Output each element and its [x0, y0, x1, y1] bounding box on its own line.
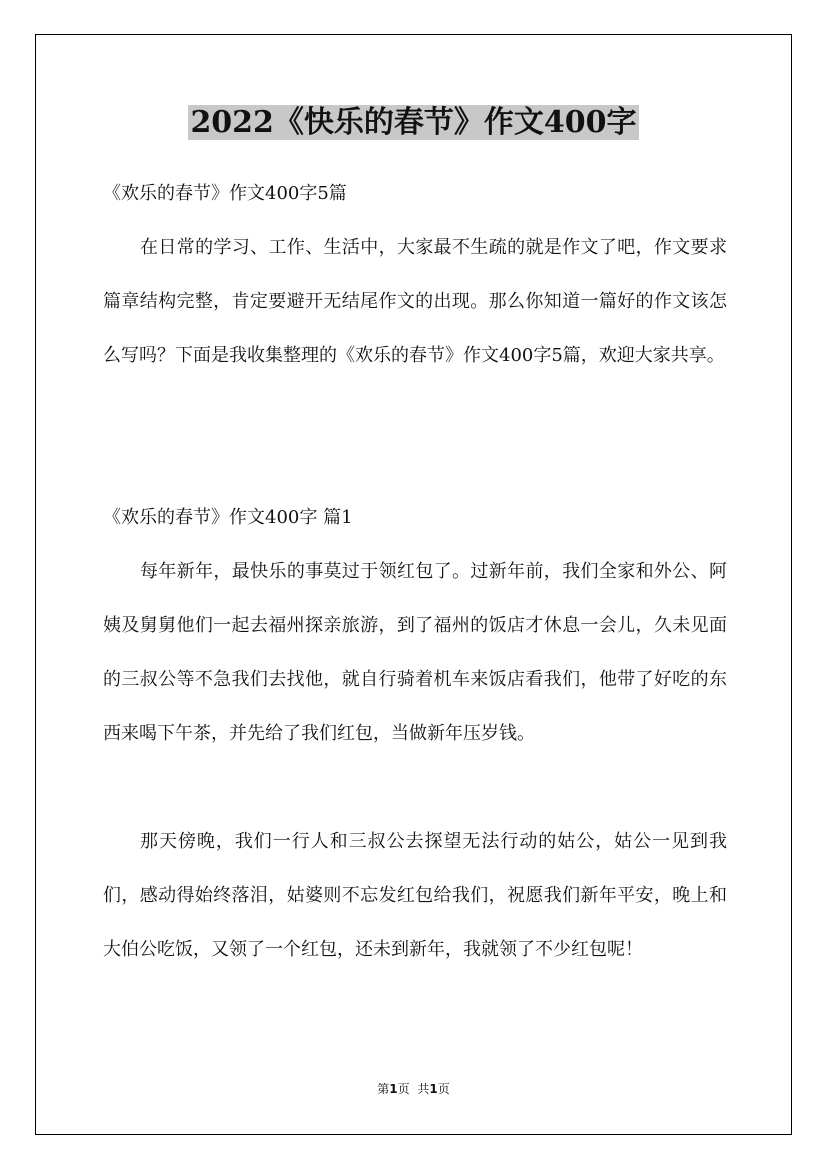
document-subtitle: 《欢乐的春节》作文400字5篇 — [103, 183, 347, 204]
page-number: 1 — [389, 1082, 398, 1096]
page-label-suffix: 页 — [397, 1082, 410, 1096]
section-title: 《欢乐的春节》作文400字 篇1 — [103, 507, 353, 528]
total-label-suffix: 页 — [437, 1082, 450, 1096]
body-paragraph-1: 每年新年，最快乐的事莫过于领红包了。过新年前，我们全家和外公、阿姨及舅舅他们一起去福州探亲旅游，到了福州的饭店才休息一会儿，久未见面的三叔公等不急我们去找他，就自行骑着机车来饭店看我们，他带了好吃的东西来喝下午茶，并先给了我们红包，当做新年压岁钱。 — [103, 561, 727, 744]
document-page — [35, 34, 792, 1135]
total-label-prefix: 共 — [417, 1082, 430, 1096]
body-paragraph-2: 那天傍晚，我们一行人和三叔公去探望无法行动的姑公，姑公一见到我们，感动得始终落泪，姑婆则不忘发红包给我们，祝愿我们新年平安，晚上和大伯公吃饭，又领了一个红包，还未到新年，我就领了不少红包呢！ — [103, 831, 727, 960]
document-title — [36, 103, 791, 143]
page-footer — [36, 1081, 791, 1097]
intro-paragraph: 在日常的学习、工作、生活中，大家最不生疏的就是作文了吧，作文要求篇章结构完整，肯定要避开无结尾作文的出现。那么你知道一篇好的作文该怎么写吗？下面是我收集整理的《欢乐的春节》作文400字5篇，欢迎大家共享。 — [103, 237, 727, 366]
document-title-text: 2022《快乐的春节》作文400字 — [190, 105, 637, 140]
total-pages: 1 — [429, 1082, 438, 1096]
page-label-prefix: 第 — [377, 1082, 390, 1096]
